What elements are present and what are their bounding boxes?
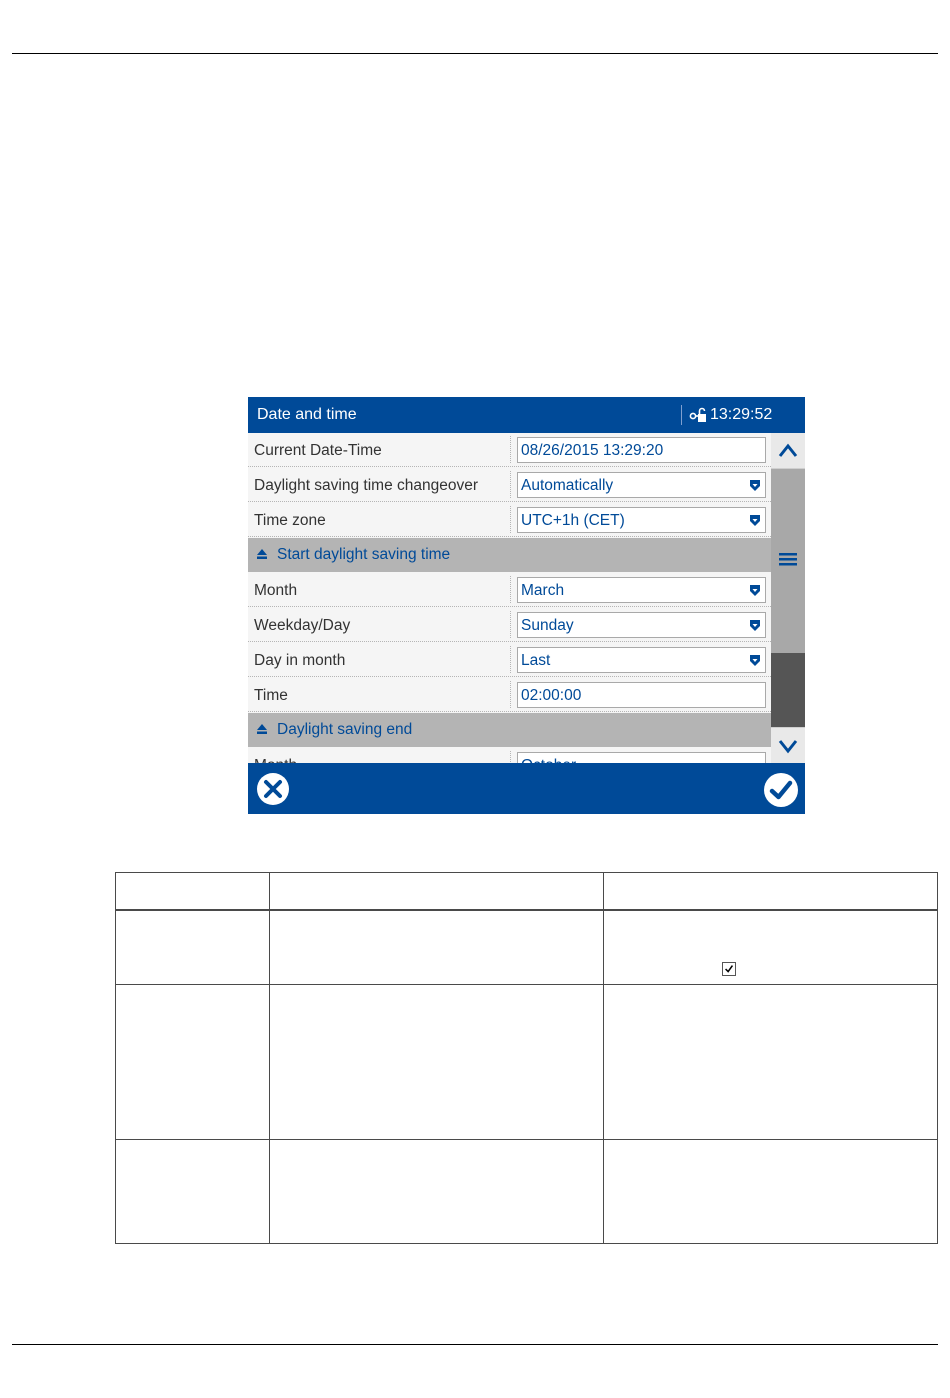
title-bar (248, 397, 805, 433)
settings-list (248, 433, 771, 763)
scrollbar[interactable] (771, 433, 805, 763)
unlock-icon (688, 405, 708, 425)
scroll-up-button[interactable] (771, 433, 805, 469)
row-label: Current Date-Time (254, 442, 382, 459)
row-label: Month (254, 582, 298, 599)
table-border-bottom (115, 1243, 938, 1244)
row-divider (510, 576, 511, 603)
field-value: March (521, 582, 565, 599)
clock: 13:29:52 (710, 406, 773, 423)
top-rule (12, 53, 938, 54)
row-start-weekday (248, 608, 771, 642)
field-value: UTC+1h (CET) (521, 512, 625, 529)
row-dst-changeover (248, 468, 771, 502)
field-value: Last (521, 652, 551, 669)
chevron-up-icon (778, 441, 798, 461)
time-zone-dropdown[interactable] (517, 507, 766, 533)
row-label: Time zone (254, 512, 326, 529)
row-divider (510, 436, 511, 463)
table-border-top (115, 872, 938, 873)
row-start-day-in-month (248, 643, 771, 677)
start-month-dropdown[interactable] (517, 577, 766, 603)
group-end-dst[interactable] (248, 713, 771, 747)
row-divider (510, 611, 511, 638)
table-row-rule (115, 984, 938, 985)
row-label: Day in month (254, 652, 346, 669)
start-day-in-month-dropdown[interactable] (517, 647, 766, 673)
scroll-down-button[interactable] (771, 727, 805, 763)
field-value: 08/26/2015 13:29:20 (521, 442, 664, 459)
group-label: Start daylight saving time (277, 546, 451, 563)
group-start-dst[interactable] (248, 538, 771, 572)
table-col-rule (269, 872, 270, 1244)
collapse-icon (257, 549, 267, 559)
row-label: Time (254, 687, 288, 704)
row-label: Weekday/Day (254, 617, 351, 634)
menu-icon[interactable] (779, 551, 797, 567)
checkmark-circle-icon[interactable] (763, 772, 799, 808)
field-value: Sunday (521, 617, 574, 634)
row-start-month (248, 573, 771, 607)
cancel-circle-icon[interactable] (256, 772, 290, 806)
row-current-date-time (248, 433, 771, 467)
dropdown-arrow-icon (749, 654, 761, 667)
collapse-icon (257, 724, 267, 734)
screen-title: Date and time (257, 406, 357, 423)
row-time-zone (248, 503, 771, 537)
checked-checkbox-icon (722, 962, 736, 976)
table-col-rule (603, 872, 604, 1244)
dropdown-arrow-icon (749, 584, 761, 597)
table-header-rule (115, 909, 938, 911)
bottom-rule (12, 1344, 938, 1345)
row-divider (510, 506, 511, 533)
start-time-input[interactable] (517, 682, 766, 708)
dropdown-arrow-icon (749, 619, 761, 632)
field-value: Automatically (521, 477, 614, 494)
row-divider (510, 646, 511, 673)
row-divider (510, 471, 511, 498)
start-weekday-dropdown[interactable] (517, 612, 766, 638)
scroll-thumb[interactable] (771, 653, 805, 727)
row-start-time (248, 678, 771, 712)
table-border-right (937, 872, 938, 1244)
dst-changeover-dropdown[interactable] (517, 472, 766, 498)
row-label: Daylight saving time changeover (254, 477, 479, 494)
table-border-left (115, 872, 116, 1244)
dropdown-arrow-icon (749, 514, 761, 527)
dropdown-arrow-icon (749, 479, 761, 492)
title-divider (681, 405, 682, 425)
chevron-down-icon (778, 736, 798, 756)
device-screen (248, 397, 805, 814)
table-row-rule (115, 1139, 938, 1140)
description-table (115, 872, 938, 1244)
group-label: Daylight saving end (277, 721, 413, 738)
field-value: 02:00:00 (521, 687, 582, 704)
bottom-bar (248, 763, 805, 814)
current-date-time-input[interactable] (517, 437, 766, 463)
row-divider (510, 681, 511, 708)
